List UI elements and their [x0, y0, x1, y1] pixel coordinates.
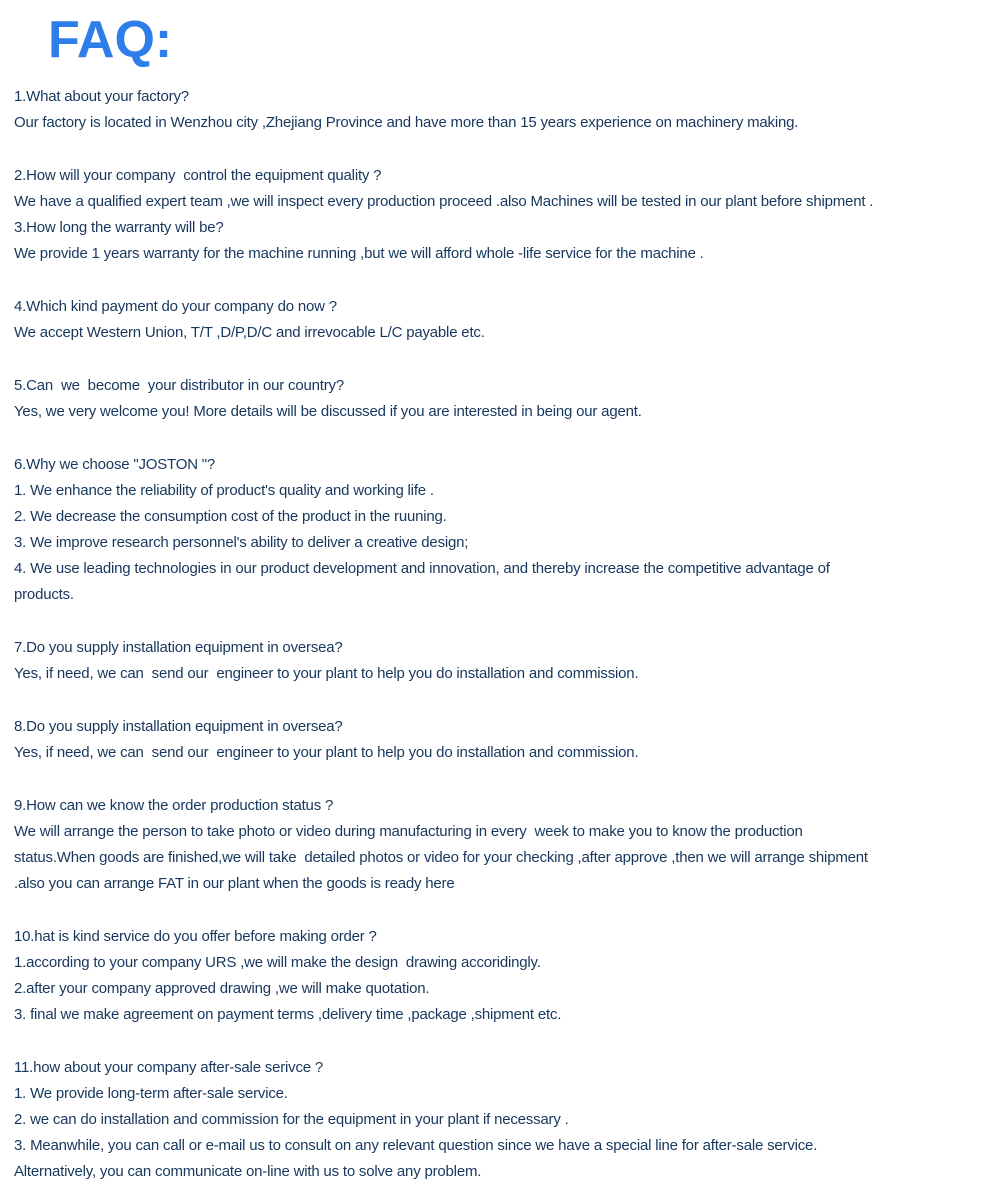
faq-block: [14, 714, 994, 766]
faq-line: 3. We improve research personnel's ability to deliver a creative design;: [14, 534, 469, 551]
faq-line: 3. final we make agreement on payment terms ,delivery time ,package ,shipment etc.: [14, 1006, 562, 1023]
faq-block: [14, 163, 994, 267]
faq-line: 1.What about your factory?: [14, 88, 189, 105]
faq-block: [14, 635, 994, 687]
faq-line: 3.How long the warranty will be?: [14, 219, 224, 236]
faq-line: 10.hat is kind service do you offer before making order ?: [14, 928, 377, 945]
faq-line: 8.Do you supply installation equipment in oversea?: [14, 718, 343, 735]
faq-line: 11.how about your company after-sale serivce ?: [14, 1059, 324, 1076]
faq-line: 9.How can we know the order production status ?: [14, 797, 334, 814]
faq-line: We accept Western Union, T/T ,D/P,D/C and irrevocable L/C payable etc.: [14, 324, 485, 341]
faq-line: 2.How will your company control the equipment quality ?: [14, 167, 382, 184]
faq-line: 1.according to your company URS ,we will make the design drawing accoridingly.: [14, 954, 541, 971]
faq-line: 1. We enhance the reliability of product's quality and working life .: [14, 482, 434, 499]
faq-line: 4. We use leading technologies in our product development and innovation, and thereby increase the competitive advantage of: [14, 560, 830, 577]
faq-line: 4.Which kind payment do your company do now ?: [14, 298, 337, 315]
faq-line: Alternatively, you can communicate on-line with us to solve any problem.: [14, 1163, 482, 1180]
faq-block: [14, 793, 994, 897]
faq-line: 7.Do you supply installation equipment in oversea?: [14, 639, 343, 656]
faq-block: [14, 452, 994, 608]
faq-line: We will arrange the person to take photo or video during manufacturing in every week to make you to know the production: [14, 823, 803, 840]
faq-line: 3. Meanwhile, you can call or e-mail us to consult on any relevant question since we have a special line for after-sale service.: [14, 1137, 818, 1154]
faq-list: [14, 84, 994, 1185]
faq-block: [14, 373, 994, 425]
faq-line: Our factory is located in Wenzhou city ,Zhejiang Province and have more than 15 years experience on machinery making.: [14, 114, 799, 131]
faq-line: 2.after your company approved drawing ,we will make quotation.: [14, 980, 430, 997]
faq-line: Yes, we very welcome you! More details will be discussed if you are interested in being our agent.: [14, 403, 642, 420]
faq-line: 5.Can we become your distributor in our country?: [14, 377, 344, 394]
faq-line: We have a qualified expert team ,we will inspect every production proceed .also Machines will be tested in our plant before shipment .: [14, 193, 874, 210]
faq-block: [14, 84, 994, 136]
faq-line: We provide 1 years warranty for the machine running ,but we will afford whole -life service for the machine .: [14, 245, 704, 262]
faq-line: 1. We provide long-term after-sale service.: [14, 1085, 288, 1102]
faq-line: products.: [14, 586, 74, 603]
faq-block: [14, 294, 994, 346]
faq-line: Yes, if need, we can send our engineer to your plant to help you do installation and commission.: [14, 744, 639, 761]
faq-heading: FAQ:: [48, 11, 173, 69]
faq-line: 6.Why we choose "JOSTON "?: [14, 456, 216, 473]
faq-line: .also you can arrange FAT in our plant when the goods is ready here: [14, 875, 455, 892]
faq-block: [14, 1055, 994, 1185]
faq-line: 2. We decrease the consumption cost of the product in the ruuning.: [14, 508, 447, 525]
faq-block: [14, 924, 994, 1028]
faq-line: status.When goods are finished,we will take detailed photos or video for your checking ,after approve ,then we will arrange shipment: [14, 849, 868, 866]
faq-line: Yes, if need, we can send our engineer to your plant to help you do installation and commission.: [14, 665, 639, 682]
faq-line: 2. we can do installation and commission for the equipment in your plant if necessary .: [14, 1111, 569, 1128]
